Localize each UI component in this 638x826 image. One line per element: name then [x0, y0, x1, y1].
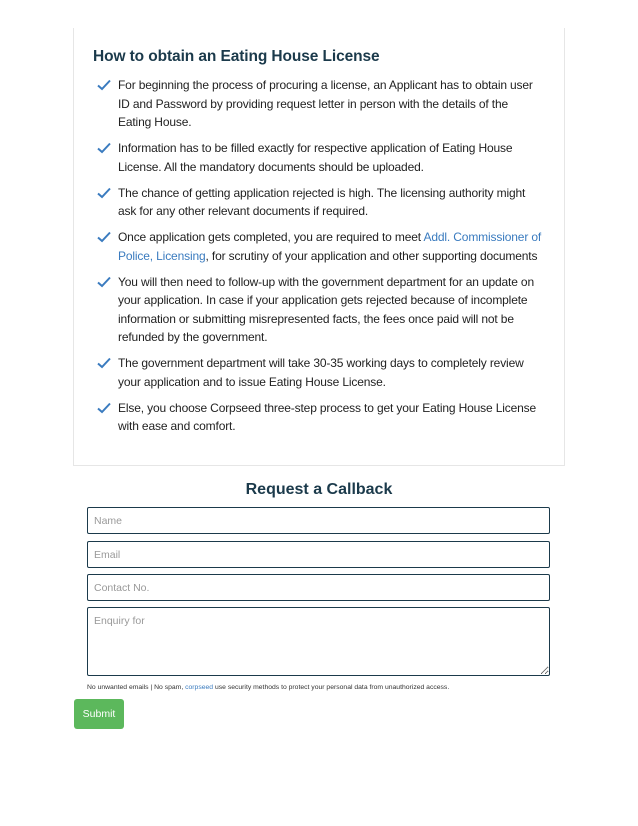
- list-item-text: Information has to be filled exactly for respective application of Eating House License. All the mandatory documents should be uploaded.: [118, 141, 513, 174]
- list-item: [97, 399, 542, 436]
- enquiry-textarea[interactable]: [87, 607, 550, 676]
- list-item: [97, 139, 542, 176]
- submit-button[interactable]: Submit: [74, 699, 124, 729]
- disclaimer-text-after: use security methods to protect your personal data from unauthorized access.: [213, 684, 450, 691]
- list-item-text: The chance of getting application rejected is high. The licensing authority might ask for any other relevant documents if required.: [118, 185, 526, 219]
- privacy-disclaimer: [87, 684, 449, 691]
- section-title: How to obtain an Eating House License: [93, 48, 380, 65]
- contact-input[interactable]: [87, 574, 550, 601]
- list-item: [97, 76, 542, 132]
- list-item: [97, 354, 542, 391]
- checkmark-icon: [97, 276, 111, 288]
- list-item-text-after: , for scrutiny of your application and other supporting documents: [205, 248, 538, 263]
- list-item-text: The government department will take 30-35 working days to completely review your application and to issue Eating House License.: [118, 356, 524, 389]
- commissioner-link[interactable]: Addl. Commissioner of Police, Licensing: [118, 230, 542, 263]
- checkmark-icon: [97, 187, 111, 199]
- callback-title: Request a Callback: [245, 481, 393, 498]
- list-item-text-before: Once application gets completed, you are required to meet: [118, 230, 424, 245]
- name-input[interactable]: [87, 507, 550, 534]
- list-item-text: Else, you choose Corpseed three-step process to get your Eating House License with ease and comfort.: [118, 400, 537, 434]
- list-item-text: You will then need to follow-up with the government department for an update on your application. In case if your application gets rejected because of incomplete information or submitting misrepresented facts, the fees once paid will not be refunded by the government.: [118, 274, 534, 345]
- checkmark-icon: [97, 79, 111, 91]
- disclaimer-text-before: No unwanted emails | No spam,: [87, 684, 186, 691]
- list-item: [97, 228, 542, 265]
- checkmark-icon: [97, 357, 111, 369]
- list-item: [97, 273, 542, 347]
- email-input[interactable]: [87, 541, 550, 568]
- list-item: [97, 184, 542, 221]
- checkmark-icon: [97, 142, 111, 154]
- license-info-card: [73, 28, 565, 466]
- list-item-text: For beginning the process of procuring a license, an Applicant has to obtain user ID and Password by providing request letter in person with the details of the Eating House.: [118, 78, 533, 130]
- checkmark-icon: [97, 231, 111, 243]
- steps-list: [97, 76, 542, 443]
- checkmark-icon: [97, 402, 111, 414]
- disclaimer-brand: corpseed: [185, 684, 214, 691]
